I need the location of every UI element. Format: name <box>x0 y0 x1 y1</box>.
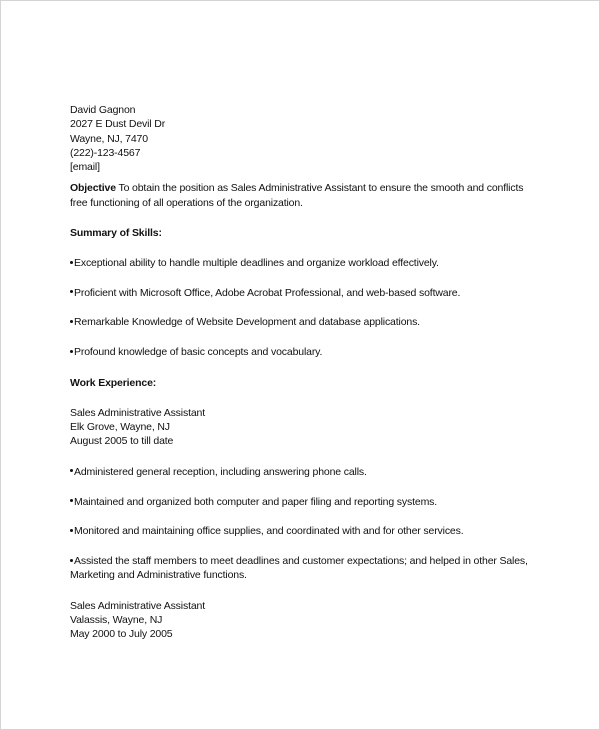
resume-document <box>70 103 540 642</box>
skill-item <box>70 315 540 329</box>
contact-city: Wayne, NJ, 7470 <box>70 132 148 145</box>
objective-paragraph <box>70 181 540 210</box>
job-title: Sales Administrative Assistant <box>70 406 205 419</box>
job-dates: May 2000 to July 2005 <box>70 628 173 641</box>
job-entry <box>70 599 540 642</box>
skill-item-text: Remarkable Knowledge of Website Development and database applications. <box>74 316 420 329</box>
bullet-icon <box>70 559 73 562</box>
skill-item <box>70 286 540 300</box>
bullet-icon <box>70 261 73 264</box>
job-title: Sales Administrative Assistant <box>70 599 205 612</box>
experience-heading: Work Experience: <box>70 376 157 389</box>
job-entry <box>70 406 540 449</box>
bullet-icon <box>70 290 73 293</box>
job-dates: August 2005 to till date <box>70 435 174 448</box>
job-location: Elk Grove, Wayne, NJ <box>70 421 170 434</box>
duty-item-text: Maintained and organized both computer and paper filing and reporting systems. <box>74 495 438 508</box>
contact-street: 2027 E Dust Devil Dr <box>70 118 166 131</box>
bullet-icon <box>70 350 73 353</box>
contact-name: David Gagnon <box>70 104 136 116</box>
duty-item <box>70 524 540 538</box>
duty-item-text: Administered general reception, including answering phone calls. <box>74 465 367 478</box>
job-location: Valassis, Wayne, NJ <box>70 614 163 627</box>
bullet-icon <box>70 320 73 323</box>
duty-item-text: Monitored and maintaining office supplies, and coordinated with and for other services. <box>74 525 464 538</box>
duty-item-text: Assisted the staff members to meet deadlines and customer expectations; and helped in other Sales, Marketing and Administrative functions. <box>70 555 528 582</box>
skill-item-text: Profound knowledge of basic concepts and vocabulary. <box>74 346 323 359</box>
contact-email: [email] <box>70 161 100 174</box>
objective-label: Objective <box>70 182 116 195</box>
skill-item-text: Exceptional ability to handle multiple deadlines and organize workload effectively. <box>74 256 439 269</box>
job-duties-list <box>70 465 540 583</box>
skill-item-text: Proficient with Microsoft Office, Adobe Acrobat Professional, and web-based software. <box>74 286 461 299</box>
duty-item <box>70 554 540 583</box>
objective-text: To obtain the position as Sales Administrative Assistant to ensure the smooth and conflicts free functioning of all operations of the organization. <box>70 182 524 209</box>
duty-item <box>70 465 540 479</box>
bullet-icon <box>70 529 73 532</box>
skills-heading: Summary of Skills: <box>70 227 162 240</box>
skills-list <box>70 256 540 360</box>
bullet-icon <box>70 469 73 472</box>
skill-item <box>70 256 540 270</box>
duty-item <box>70 495 540 509</box>
bullet-icon <box>70 499 73 502</box>
contact-phone: (222)-123-4567 <box>70 146 141 159</box>
contact-block <box>70 103 540 174</box>
skill-item <box>70 345 540 359</box>
